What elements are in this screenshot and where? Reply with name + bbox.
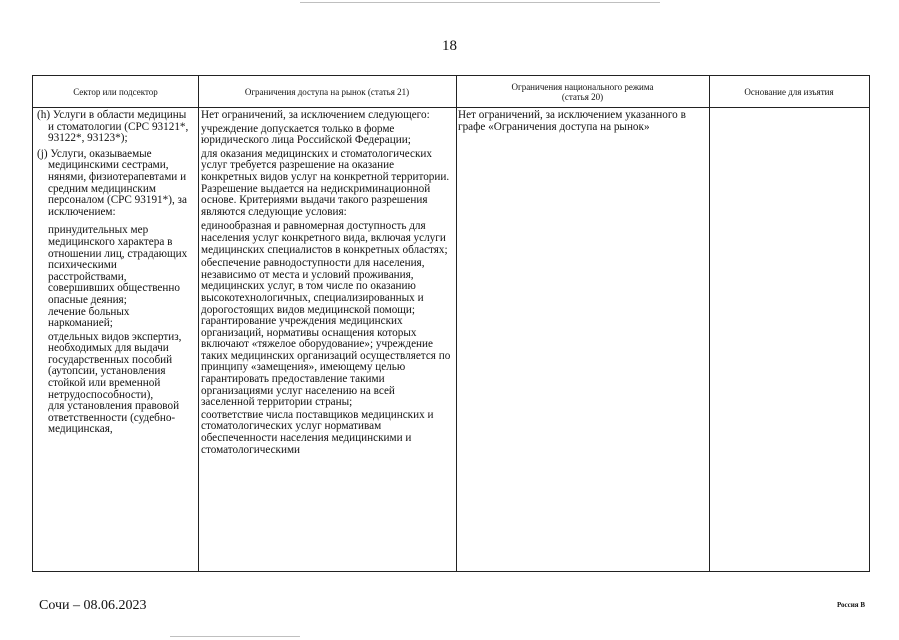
page-number: 18 [442, 38, 457, 54]
table-header-row [33, 76, 869, 108]
national-treatment-cell: Нет ограничений, за исключением указанного в графе «Ограничения доступа на рынок» [458, 109, 686, 133]
sector-item-j: (j) Услуги, оказываемые медицинскими сестрами, нянями, физиотерапевтами и средним медицинским персоналом (CPC 93191*), за исключением: [37, 147, 187, 218]
market-access-point-3: Разрешение выдается на недискриминационной основе. Критериями выдачи такого разрешения являются следующие условия: [201, 182, 431, 218]
header-sector: Сектор или подсектор [73, 86, 158, 97]
header-exemption-basis: Основание для изъятия [744, 86, 834, 97]
market-access-point-4: единообразная и равномерная доступность для населения услуг конкретного вида, включая услуги медицинских специалистов в конкретных областях; [201, 220, 448, 256]
market-access-point-5: обеспечение равнодоступности для населения, независимо от места и условий проживания, медицинских услуг, в том числе по оказанию высокотехнологичных, специализированных и дорогостоящих видов медицинской помощи; [201, 257, 425, 316]
footer-place-date: Сочи – 08.06.2023 [39, 598, 147, 613]
market-access-point-1: учреждение допускается только в форме юридического лица Российской Федерации; [201, 122, 411, 147]
sector-exception-3: отдельных видов экспертиз, необходимых для выдачи государственных пособий (аутопсии, установления стойкой или временной нетрудоспособности), [48, 330, 182, 401]
scan-artifact-bottom [170, 636, 300, 637]
column-divider-3 [709, 76, 710, 571]
footer-document-code: Россия В [836, 601, 865, 609]
market-access-intro: Нет ограничений, за исключением следующего: [201, 109, 430, 121]
scan-artifact-top [300, 2, 660, 3]
sector-exception-2: лечение больных наркоманией; [48, 305, 130, 330]
market-access-point-7: соответствие числа поставщиков медицинских и стоматологических услуг нормативам обеспеченности населения медицинскими и стоматологическими [201, 408, 434, 456]
market-access-cell [201, 110, 451, 456]
market-access-point-6: гарантирование учреждения медицинских организаций, нормативы оснащения которых включают «тяжелое оборудование»; учреждение таких медицинских организаций осуществляется по принципу «замещения», имеющему целью гарантировать предоставление такими организациями услуг населению на всей заселенной территории страны; [201, 315, 451, 409]
market-access-point-2: для оказания медицинских и стоматологических услуг требуется разрешение на оказание конкретных видов услуг на конкретной территории. [201, 147, 450, 183]
header-market-access: Ограничения доступа на рынок (статья 21) [244, 86, 410, 97]
restrictions-table [32, 75, 870, 572]
sector-cell [37, 110, 193, 436]
column-divider-2 [456, 76, 457, 571]
header-national-treatment: Ограничения национального режима (статья 20) [511, 81, 654, 102]
sector-exception-1: принудительных мер медицинского характера в отношении лиц, страдающих психическими расстройствами, совершивших общественно опасные деяния; [48, 224, 188, 306]
sector-item-h: (h) Услуги в области медицины и стоматологии (CPC 93121*, 93122*, 93123*); [37, 109, 189, 145]
sector-exception-4: для установления правовой ответственности (судебно-медицинская, [48, 400, 180, 436]
column-divider-1 [198, 76, 199, 571]
